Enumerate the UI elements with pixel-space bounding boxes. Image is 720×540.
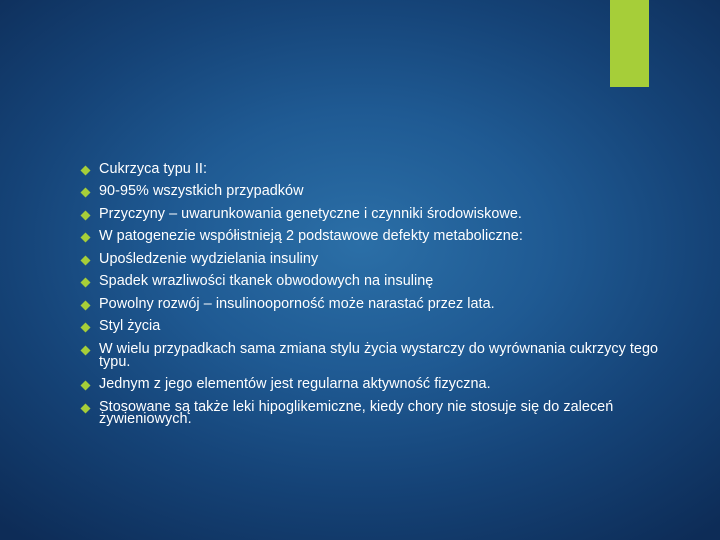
accent-bar bbox=[610, 0, 649, 87]
bullet-text: Stosowane są także leki hipoglikemiczne, kiedy chory nie stosuje się do zaleceń żywieniowych. bbox=[99, 398, 614, 428]
bullet-text: Jednym z jego elementów jest regularna aktywność fizyczna. bbox=[99, 376, 491, 393]
diamond-bullet-icon bbox=[80, 232, 91, 243]
bullet-text: Powolny rozwój – insulinooporność może narastać przez lata. bbox=[99, 295, 495, 312]
diamond-bullet-icon bbox=[80, 380, 91, 391]
diamond-bullet-icon bbox=[80, 187, 91, 198]
list-item bbox=[80, 205, 670, 222]
list-item bbox=[80, 398, 670, 428]
bullet-text: Przyczyny – uwarunkowania genetyczne i czynniki środowiskowe. bbox=[99, 205, 522, 222]
bullet-text: 90-95% wszystkich przypadków bbox=[99, 183, 304, 200]
diamond-bullet-icon bbox=[80, 255, 91, 266]
bullet-text: Cukrzyca typu II: bbox=[99, 161, 208, 177]
list-item bbox=[80, 185, 670, 198]
list-item bbox=[80, 163, 670, 176]
bullet-list bbox=[80, 163, 670, 426]
diamond-bullet-icon bbox=[80, 403, 91, 414]
list-item bbox=[80, 250, 670, 267]
bullet-text: W patogenezie współistnieją 2 podstawowe defekty metaboliczne: bbox=[99, 228, 523, 245]
list-item bbox=[80, 230, 670, 243]
bullet-text: Spadek wrazliwości tkanek obwodowych na insulinę bbox=[99, 273, 434, 290]
list-item bbox=[80, 295, 670, 312]
list-item bbox=[80, 340, 670, 370]
list-item bbox=[80, 378, 670, 391]
bullet-text: Styl życia bbox=[99, 318, 161, 335]
diamond-bullet-icon bbox=[80, 210, 91, 221]
list-item bbox=[80, 320, 670, 333]
list-item bbox=[80, 275, 670, 288]
bullet-text: W wielu przypadkach sama zmiana stylu życia wystarczy do wyrównania cukrzycy tego typu. bbox=[99, 340, 659, 370]
bullet-text: Upośledzenie wydzielania insuliny bbox=[99, 250, 319, 267]
diamond-bullet-icon bbox=[80, 277, 91, 288]
diamond-bullet-icon bbox=[80, 322, 91, 333]
diamond-bullet-icon bbox=[80, 300, 91, 311]
diamond-bullet-icon bbox=[80, 165, 91, 176]
diamond-bullet-icon bbox=[80, 345, 91, 356]
